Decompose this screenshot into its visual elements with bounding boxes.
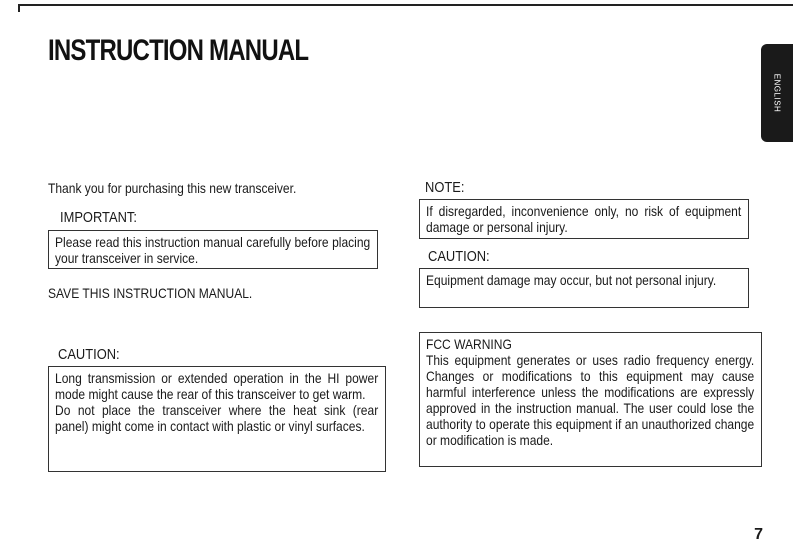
important-box	[48, 230, 378, 269]
important-heading: IMPORTANT:	[60, 209, 137, 226]
caution-heading-left: CAUTION:	[58, 346, 120, 363]
caution-box-left	[48, 366, 386, 472]
fcc-body: This equipment generates or uses radio frequency energy. Changes or modifications to this equipment may cause harmful interference unless the modifications are expressly approved in the instruction manual. The user could lose the authority to operate this equipment if an unauthorized change or modification is made.	[426, 352, 755, 448]
caution-body-right: Equipment damage may occur, but not personal injury.	[426, 272, 717, 288]
top-rule-corner	[18, 4, 20, 12]
caution-heading-right: CAUTION:	[428, 248, 490, 265]
page-title: INSTRUCTION MANUAL	[48, 34, 309, 67]
top-rule	[18, 4, 793, 6]
note-body: If disregarded, inconvenience only, no risk of equipment damage or personal injury.	[426, 203, 742, 235]
caution-body-left-2: Do not place the transceiver where the heat sink (rear panel) might come in contact with plastic or vinyl surfaces.	[55, 402, 379, 434]
fcc-warning-box	[419, 332, 762, 467]
important-body: Please read this instruction manual carefully before placing your transceiver in service.	[55, 234, 371, 266]
caution-body-left-1: Long transmission or extended operation in the HI power mode might cause the rear of this transceiver to get warm.	[55, 370, 379, 402]
caution-box-right	[419, 268, 749, 308]
language-tab-label: ENGLISH	[772, 73, 782, 113]
note-heading: NOTE:	[425, 179, 465, 196]
save-notice: SAVE THIS INSTRUCTION MANUAL.	[48, 285, 253, 301]
language-tab	[761, 44, 793, 142]
page-number: 7	[754, 526, 763, 543]
note-box	[419, 199, 749, 239]
intro-text: Thank you for purchasing this new transceiver.	[48, 180, 297, 196]
fcc-heading: FCC WARNING	[426, 336, 512, 352]
